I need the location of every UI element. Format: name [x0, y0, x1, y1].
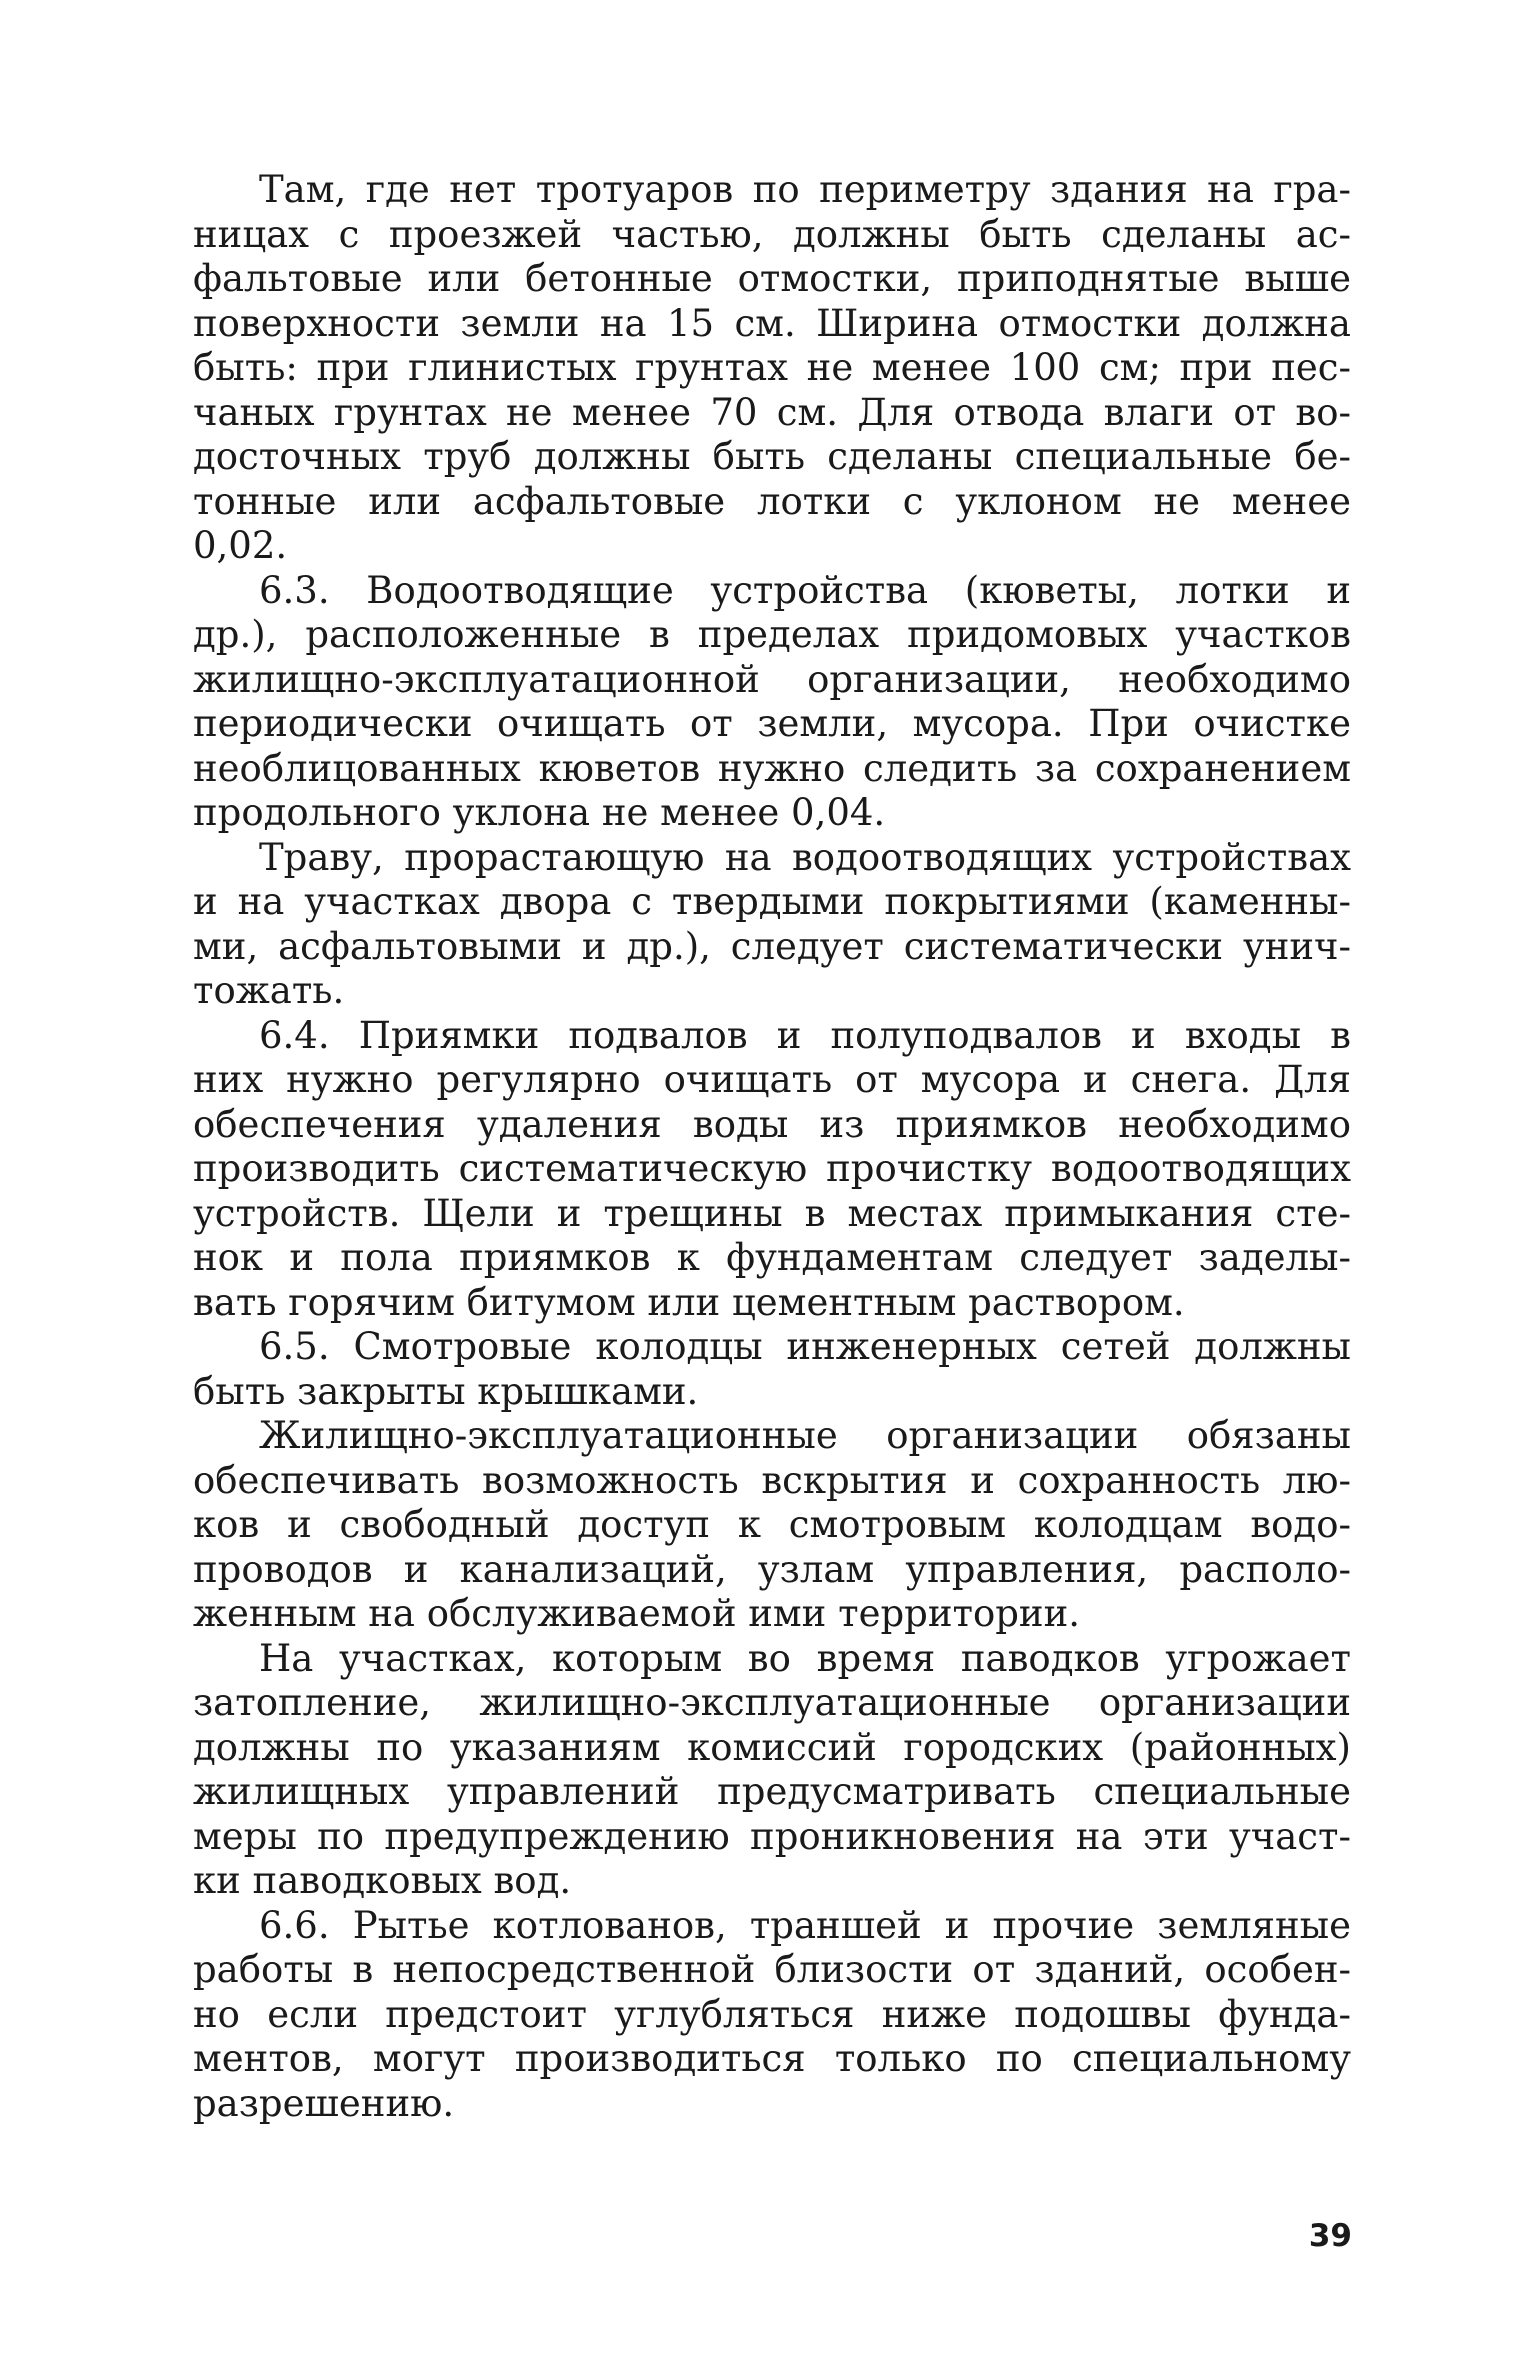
text-line: 6.4. Приямки подвалов и полуподвалов и входы в: [259, 1013, 1351, 1057]
text-line: Траву, прорастающую на водоотводящих устройствах: [259, 835, 1351, 879]
text-line: быть закрыты крышками.: [193, 1369, 699, 1413]
text-line: ки паводковых вод.: [193, 1859, 572, 1902]
text-line: ми, асфальтовыми и др.), следует систематически унич-: [193, 924, 1351, 968]
text-line: фальтовые или бетонные отмостки, приподнятые выше: [193, 257, 1351, 300]
text-line: тожать.: [193, 969, 345, 1012]
text-line: нок и пола приямков к фундаментам следует заделы-: [193, 1236, 1351, 1279]
text-line: женным на обслуживаемой ими территории.: [193, 1592, 1081, 1635]
text-line: затопление, жилищно-эксплуатационные организации: [193, 1681, 1351, 1724]
page-number: 39: [1308, 2218, 1352, 2254]
text-line: 6.3. Водоотводящие устройства (кюветы, лотки и: [259, 568, 1351, 612]
text-line: продольного уклона не менее 0,04.: [193, 791, 886, 834]
text-line: периодически очищать от земли, мусора. При очистке: [193, 702, 1351, 745]
text-line: меры по предупреждению проникновения на эти участ-: [193, 1814, 1351, 1858]
text-line: досточных труб должны быть сделаны специальные бе-: [193, 435, 1351, 478]
text-line: ков и свободный доступ к смотровым колодцам водо-: [193, 1503, 1351, 1546]
text-line: поверхности земли на 15 см. Ширина отмостки должна: [193, 301, 1351, 345]
text-line: 0,02.: [193, 524, 288, 567]
text-line: них нужно регулярно очищать от мусора и снега. Для: [193, 1058, 1351, 1101]
text-line: др.), расположенные в пределах придомовых участков: [193, 613, 1351, 656]
text-line: Жилищно-эксплуатационные организации обязаны: [259, 1414, 1351, 1457]
body-text: [193, 168, 1351, 2126]
text-line: ницах с проезжей частью, должны быть сделаны ас-: [193, 212, 1351, 256]
text-line: быть: при глинистых грунтах не менее 100 см; при пес-: [193, 346, 1351, 389]
text-line: обеспечения удаления воды из приямков необходимо: [193, 1102, 1351, 1146]
text-line: На участках, которым во время паводков угрожает: [259, 1636, 1351, 1680]
text-line: но если предстоит углубляться ниже подошвы фунда-: [193, 1992, 1351, 2036]
text-line: необлицованных кюветов нужно следить за сохранением: [193, 746, 1351, 790]
text-line: чаных грунтах не менее 70 см. Для отвода влаги от во-: [193, 390, 1351, 434]
text-line: ментов, могут производиться только по специальному: [193, 2037, 1351, 2080]
text-line: проводов и канализаций, узлам управления, располо-: [193, 1547, 1351, 1591]
text-line: должны по указаниям комиссий городских (районных): [193, 1725, 1351, 1769]
text-line: жилищно-эксплуатационной организации, необходимо: [193, 657, 1351, 701]
text-line: работы в непосредственной близости от зданий, особен-: [193, 1948, 1351, 1991]
text-line: 6.5. Смотровые колодцы инженерных сетей должны: [259, 1325, 1351, 1368]
text-line: производить систематическую прочистку водоотводящих: [193, 1147, 1351, 1190]
text-line: Там, где нет тротуаров по периметру здания на гра-: [259, 168, 1351, 211]
text-line: жилищных управлений предусматривать специальные: [193, 1770, 1351, 1813]
text-line: обеспечивать возможность вскрытия и сохранность лю-: [193, 1458, 1351, 1502]
text-line: и на участках двора с твердыми покрытиями (каменны-: [193, 880, 1351, 923]
text-line: разрешению.: [193, 2081, 455, 2125]
text-line: вать горячим битумом или цементным раствором.: [193, 1280, 1185, 1324]
text-line: тонные или асфальтовые лотки с уклоном не менее: [193, 479, 1351, 523]
text-line: устройств. Щели и трещины в местах примыкания сте-: [193, 1191, 1351, 1235]
text-line: 6.6. Рытье котлованов, траншей и прочие земляные: [259, 1903, 1351, 1947]
